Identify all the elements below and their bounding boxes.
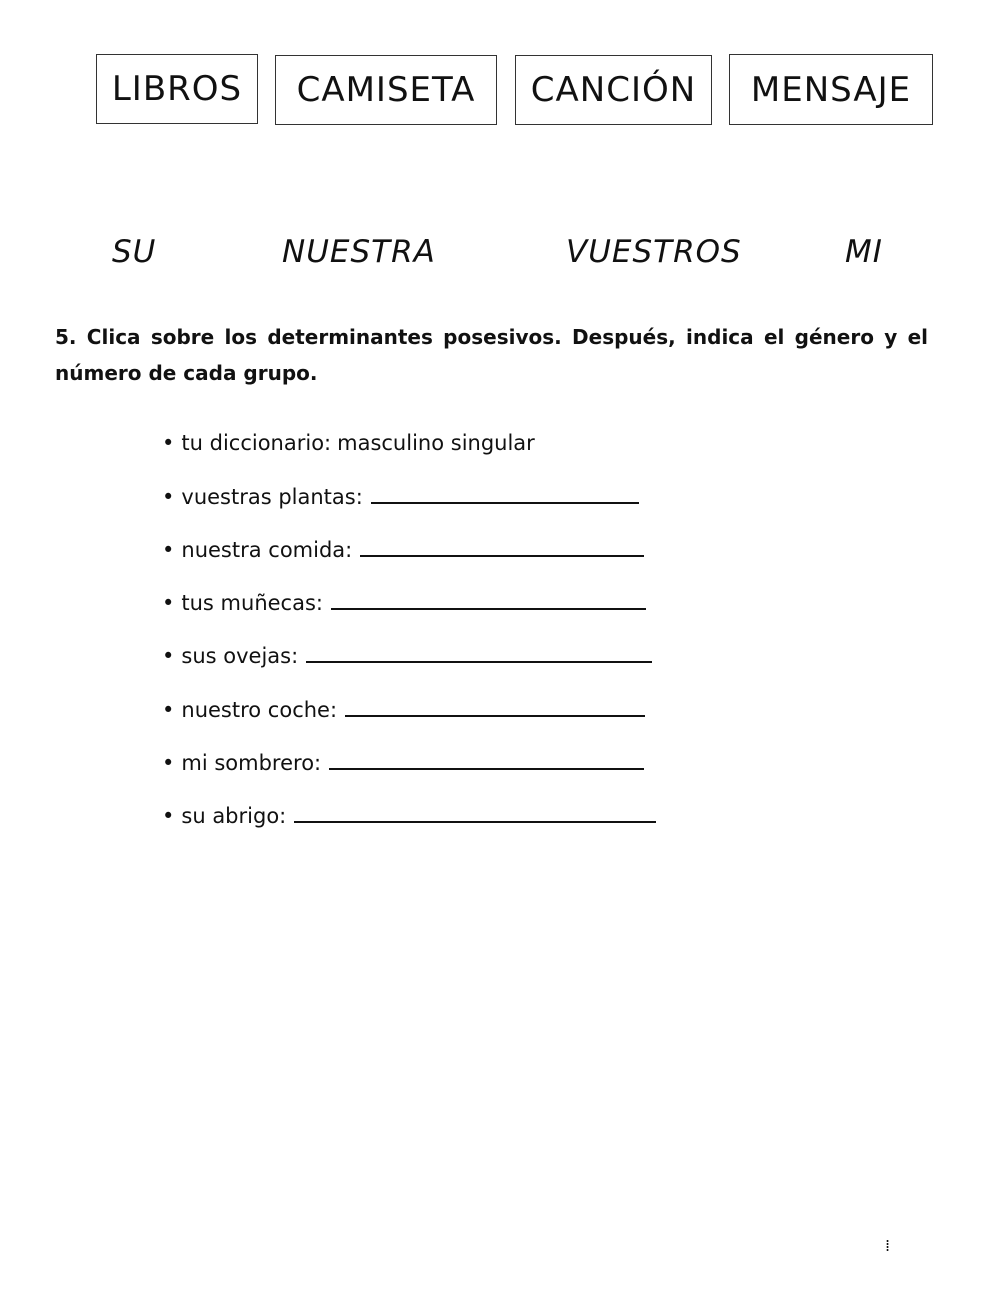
answer-line[interactable] xyxy=(331,590,646,610)
word-box-cancion[interactable]: CANCIÓN xyxy=(515,55,712,125)
exercise-instruction: 5. Clica sobre los determinantes posesivos. Después, indica el género y el número de cada grupo. xyxy=(55,325,928,385)
word-box-camiseta[interactable]: CAMISETA xyxy=(275,55,497,125)
list-item xyxy=(162,428,535,458)
list-item xyxy=(162,588,646,618)
possessive-su[interactable]: SU xyxy=(112,234,157,270)
bullet-icon: • xyxy=(162,751,175,775)
bullet-icon: • xyxy=(162,804,175,828)
bullet-icon: • xyxy=(162,538,175,562)
list-item xyxy=(162,801,656,831)
answer-line[interactable] xyxy=(345,697,645,717)
answer-line[interactable] xyxy=(306,643,652,663)
list-item xyxy=(162,695,645,725)
bullet-icon: • xyxy=(162,431,175,455)
answer-line[interactable] xyxy=(371,484,639,504)
item-answer: masculino singular xyxy=(337,431,535,455)
item-phrase[interactable]: vuestras plantas: xyxy=(181,485,363,509)
item-phrase[interactable]: su abrigo: xyxy=(181,804,287,828)
page-mark: ⁞ xyxy=(885,1236,891,1255)
list-item xyxy=(162,641,652,671)
item-phrase[interactable]: mi sombrero: xyxy=(181,751,322,775)
possessive-vuestros[interactable]: VUESTROS xyxy=(566,234,742,270)
word-box-libros[interactable]: LIBROS xyxy=(96,54,258,124)
possessive-mi[interactable]: MI xyxy=(845,234,883,270)
answer-line[interactable] xyxy=(329,750,644,770)
bullet-icon: • xyxy=(162,644,175,668)
bullet-icon: • xyxy=(162,591,175,615)
answer-line[interactable] xyxy=(294,803,656,823)
item-phrase[interactable]: tu diccionario: xyxy=(181,431,332,455)
item-phrase[interactable]: tus muñecas: xyxy=(181,591,323,615)
item-phrase[interactable]: sus ovejas: xyxy=(181,644,299,668)
list-item xyxy=(162,535,644,565)
word-box-mensaje[interactable]: MENSAJE xyxy=(729,54,933,125)
bullet-icon: • xyxy=(162,698,175,722)
item-phrase[interactable]: nuestra comida: xyxy=(181,538,353,562)
list-item xyxy=(162,748,644,778)
list-item xyxy=(162,482,639,512)
answer-line[interactable] xyxy=(360,537,644,557)
item-phrase[interactable]: nuestro coche: xyxy=(181,698,338,722)
bullet-icon: • xyxy=(162,485,175,509)
possessive-nuestra[interactable]: NUESTRA xyxy=(282,234,436,270)
